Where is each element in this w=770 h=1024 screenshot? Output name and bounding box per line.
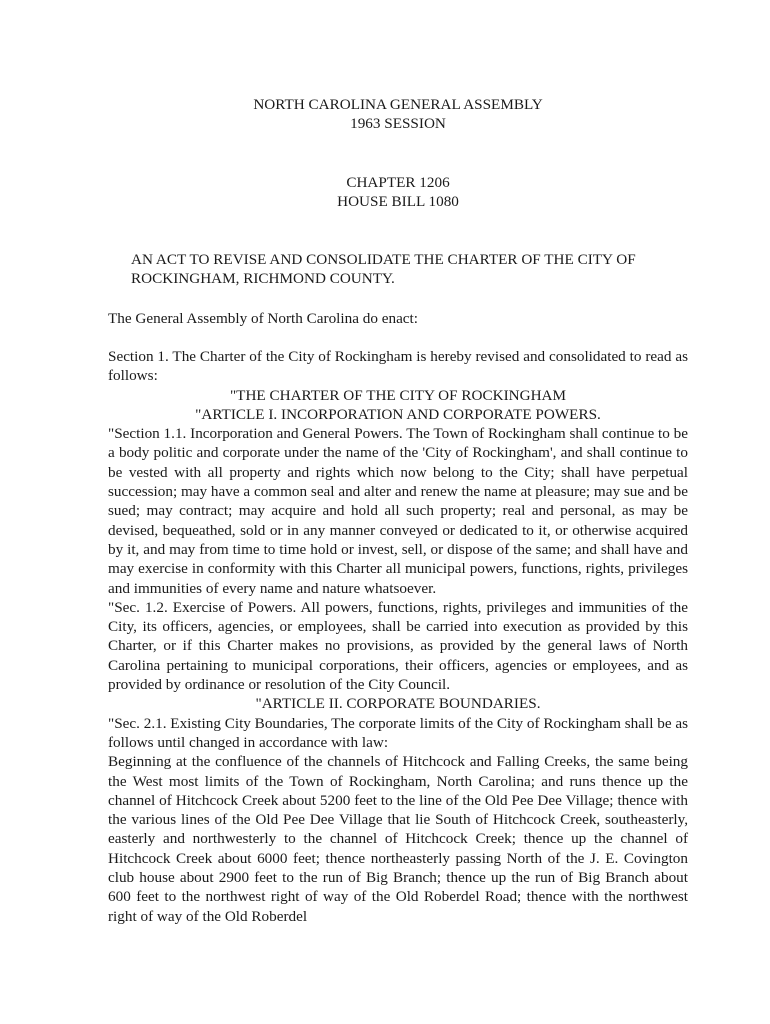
article-1-heading: "ARTICLE I. INCORPORATION AND CORPORATE POWERS.	[195, 405, 601, 423]
article-2-heading: "ARTICLE II. CORPORATE BOUNDARIES.	[255, 695, 541, 713]
charter-heading: "THE CHARTER OF THE CITY OF ROCKINGHAM	[229, 386, 567, 404]
document-body	[108, 347, 688, 926]
chapter-header	[0, 173, 770, 212]
section-2-1-paragraph: "Sec. 2.1. Existing City Boundaries, The corporate limits of the City of Rockingham shall be as follows until changed in accordance with law:	[108, 714, 689, 751]
section-1-paragraph: Section 1. The Charter of the City of Rockingham is hereby revised and consolidated to read as follows:	[108, 348, 688, 385]
document-header	[0, 95, 770, 134]
boundary-description-paragraph: Beginning at the confluence of the channels of Hitchcock and Falling Creeks, the same being the West most limits of the Town of Rockingham, North Carolina; and runs thence up the channel of Hitchcock Creek about 5200 feet to the line of the Old Pee Dee Village; thence with the various lines of the Old Pee Dee Village that lie South of Hitchcock Creek, southeasterly, easterly and northwesterly to the channel of Hitchcock Creek; thence up the channel of Hitchcock Creek about 6000 feet; thence northeasterly passing North of the J. E. Covington club house about 2900 feet to the run of Big Branch; thence up the run of Big Branch about 600 feet to the northwest right of way of the Old Roberdel Road; thence with the northwest right of way of the Old Roberdel	[108, 753, 688, 925]
section-1-2-paragraph: "Sec. 1.2. Exercise of Powers. All powers, functions, rights, privileges and immunities of the City, its officers, agencies, or employees, shall be carried into execution as provided by this Charter, or if this Charter makes no provisions, as provided by the general laws of North Carolina pertaining to municipal corporations, their officers, agencies or employees, and as provided by ordinance or resolution of the City Council.	[108, 598, 688, 694]
section-1-1-paragraph: "Section 1.1. Incorporation and General Powers. The Town of Rockingham shall continue to be a body politic and corporate under the name of the 'City of Rockingham', and shall continue to be vested with all property and rights which now belong to the City; shall have perpetual succession; may have a common seal and alter and renew the name at pleasure; may sue and be sued; may contract; may acquire and hold all such property; real and personal, as may be devised, bequeathed, sold or in any manner conveyed or dedicated to it, or otherwise acquired by it, and may from time to time hold or invest, sell, or dispose of the same; and shall have and may exercise in conformity with this Charter all municipal powers, functions, rights, privileges and immunities of every name and nature whatsoever.	[108, 425, 688, 597]
assembly-name: NORTH CAROLINA GENERAL ASSEMBLY	[253, 96, 543, 113]
act-title: AN ACT TO REVISE AND CONSOLIDATE THE CHARTER OF THE CITY OF ROCKINGHAM, RICHMOND COUNTY.	[131, 251, 636, 288]
session-year: 1963 SESSION	[350, 115, 446, 133]
chapter-number: CHAPTER 1206	[346, 174, 450, 191]
enacting-clause: The General Assembly of North Carolina do enact:	[108, 310, 418, 327]
bill-number: HOUSE BILL 1080	[337, 193, 459, 211]
